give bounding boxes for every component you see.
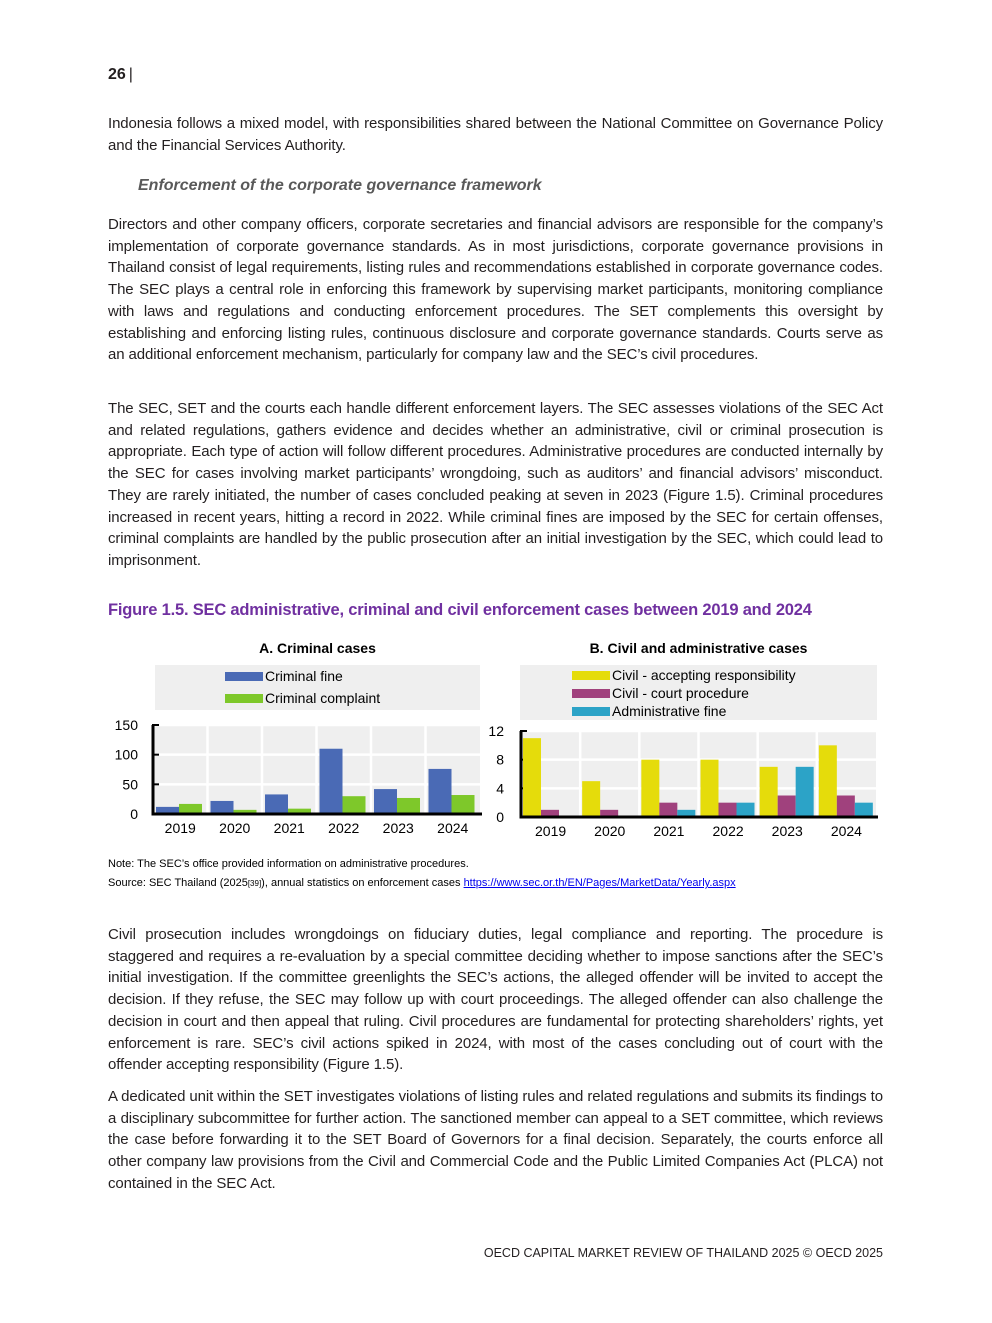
legend-swatch bbox=[225, 694, 263, 703]
x-tick-label: 2020 bbox=[594, 823, 626, 839]
paragraph-set-unit: A dedicated unit within the SET investigates violations of listing rules and related regulations and submits its findings to a disciplinary subcommittee for further action. The sanctioned member can appeal to a SET committee, which reviews the case before forwarding it to the SET Board of Governors for a final decision. Separately, the courts enforce all other company law provisions from the Civil and Commercial Code and the Public Limited Companies Act (PLCA) not contained in the SEC Act. bbox=[108, 1088, 883, 1192]
y-tick-label: 50 bbox=[122, 776, 138, 793]
legend-item-civil-accepting: Civil - accepting responsibility bbox=[572, 666, 796, 684]
page-separator: | bbox=[128, 66, 133, 83]
paragraph-enforcement-2: The SEC, SET and the courts each handle different enforcement layers. The SEC assesses violations of the SEC Act and related regulations, gathers evidence and decides whether an administrative, civil or criminal prosecution is appropriate. Each type of action will follow different procedures. Administrative procedures are conducted internally by the SEC for cases involving market participants’ wrongdoing, such as auditors’ and financial advisors’ misconduct. They are rarely initiated, the number of cases concluded peaking at seven in 2023 (Figure 1.5). Criminal procedures increased in recent years, hitting a record in 2022. While criminal fines are imposed by the SEC for certain offenses, criminal complaints are handled by the public prosecution after an initial investigation by the SEC, which could lead to imprisonment. bbox=[108, 400, 883, 569]
chart-b-civil-admin-cases bbox=[480, 715, 880, 845]
x-tick-label: 2023 bbox=[382, 820, 414, 836]
y-tick-label: 100 bbox=[114, 746, 138, 763]
source-reference: [39] bbox=[247, 879, 262, 888]
chart-b-legend bbox=[520, 665, 877, 720]
bar-civil-court-procedure-2024 bbox=[837, 796, 855, 818]
y-tick-label: 12 bbox=[488, 723, 504, 739]
bar-criminal-complaint-2023 bbox=[397, 798, 420, 814]
bar-civil-accepting-responsibility-2019 bbox=[523, 738, 541, 817]
legend-item-criminal-complaint: Criminal complaint bbox=[225, 689, 380, 707]
x-tick-label: 2020 bbox=[219, 820, 251, 836]
bar-civil-accepting-responsibility-2022 bbox=[701, 760, 719, 817]
section-subheading: Enforcement of the corporate governance framework bbox=[138, 177, 542, 194]
x-tick-label: 2019 bbox=[535, 823, 567, 839]
x-tick-label: 2024 bbox=[437, 820, 469, 836]
bar-civil-accepting-responsibility-2020 bbox=[582, 781, 600, 817]
figure-title: Figure 1.5. SEC administrative, criminal and civil enforcement cases between 2019 and 2024 bbox=[108, 601, 812, 619]
y-tick-label: 8 bbox=[496, 751, 504, 768]
page-footer: OECD CAPITAL MARKET REVIEW OF THAILAND 2025 © OECD 2025 bbox=[483, 1246, 883, 1260]
paragraph-intro: Indonesia follows a mixed model, with responsibilities shared between the National Committee on Governance Policy and the Financial Services Authority. bbox=[108, 115, 883, 154]
bar-criminal-fine-2022 bbox=[320, 749, 343, 814]
y-tick-label: 0 bbox=[130, 806, 138, 822]
bar-criminal-fine-2020 bbox=[211, 801, 234, 814]
chart-a-legend bbox=[155, 665, 480, 710]
y-tick-label: 4 bbox=[496, 780, 504, 797]
legend-item-civil-court: Civil - court procedure bbox=[572, 684, 749, 702]
x-tick-label: 2023 bbox=[771, 823, 803, 839]
x-tick-label: 2021 bbox=[273, 820, 305, 836]
legend-item-criminal-fine: Criminal fine bbox=[225, 667, 343, 685]
figure-note: Note: The SEC’s office provided information on administrative procedures. bbox=[108, 858, 469, 870]
bar-civil-accepting-responsibility-2024 bbox=[819, 745, 837, 817]
figure-source: Source: SEC Thailand (2025[39]), annual statistics on enforcement cases https://www.sec.or.th/EN/Pages/MarketData/Yearly.aspx bbox=[108, 877, 736, 889]
page-number: 26 | bbox=[108, 66, 133, 83]
legend-swatch bbox=[572, 671, 610, 680]
bar-criminal-fine-2021 bbox=[265, 794, 288, 814]
bar-civil-accepting-responsibility-2023 bbox=[760, 767, 778, 817]
chart-a-title: A. Criminal cases bbox=[259, 640, 376, 656]
x-tick-label: 2022 bbox=[712, 823, 744, 839]
bar-criminal-complaint-2024 bbox=[452, 795, 475, 814]
bar-civil-court-procedure-2022 bbox=[719, 803, 737, 817]
paragraph-enforcement-1: Directors and other company officers, corporate secretaries and financial advisors are responsible for the company’s implementation of corporate governance standards. As in most jurisdictions, corporate governance provisions in Thailand consist of legal requirements, listing rules and recommendations established in corporate governance codes. The SEC plays a central role in enforcing this framework by supervising market participants, monitoring compliance with laws and regulations and conducting enforcement procedures. The SET complements this oversight by establishing and enforcing listing rules, continuous disclosure and corporate governance standards. Courts serve as an additional enforcement mechanism, particularly for company law and the SEC’s civil procedures. bbox=[108, 216, 883, 364]
x-tick-label: 2019 bbox=[164, 820, 196, 836]
y-tick-label: 0 bbox=[496, 809, 504, 825]
legend-swatch bbox=[225, 672, 263, 681]
x-tick-label: 2021 bbox=[653, 823, 685, 839]
bar-criminal-complaint-2022 bbox=[343, 796, 366, 814]
bar-administrative-fine-2023 bbox=[796, 767, 814, 817]
legend-swatch bbox=[572, 689, 610, 698]
y-tick-label: 150 bbox=[114, 717, 138, 733]
bar-criminal-fine-2023 bbox=[374, 789, 397, 814]
x-tick-label: 2024 bbox=[830, 823, 862, 839]
bar-criminal-complaint-2019 bbox=[179, 804, 202, 814]
paragraph-civil-prosecution: Civil prosecution includes wrongdoings on fiduciary duties, legal compliance and reporting. The procedure is staggered and requires a re-evaluation by a special committee deciding whether to impose sanctions after the SEC’s initial investigation. If the committee greenlights the SEC’s actions, the alleged offender will be invited to accept the decision. If they refuse, the SEC may follow up with court proceedings. The alleged offender can also challenge the decision in court and then appeal that ruling. Civil procedures are fundamental for protecting shareholders’ rights, yet enforcement is rare. SEC’s civil actions spiked in 2024, with most of the cases concluding out of court with the offender accepting responsibility (Figure 1.5). bbox=[108, 926, 883, 1074]
bar-civil-accepting-responsibility-2021 bbox=[641, 760, 659, 817]
bar-administrative-fine-2024 bbox=[855, 803, 873, 817]
x-tick-label: 2022 bbox=[328, 820, 360, 836]
bar-criminal-fine-2024 bbox=[429, 769, 452, 814]
legend-item-admin-fine: Administrative fine bbox=[572, 702, 726, 720]
bar-civil-court-procedure-2021 bbox=[659, 803, 677, 817]
source-link[interactable]: https://www.sec.or.th/EN/Pages/MarketData/Yearly.aspx bbox=[463, 877, 736, 889]
bar-civil-court-procedure-2023 bbox=[778, 796, 796, 818]
chart-b-title: B. Civil and administrative cases bbox=[589, 640, 808, 656]
bar-administrative-fine-2022 bbox=[737, 803, 755, 817]
chart-a-criminal-cases bbox=[100, 715, 485, 845]
